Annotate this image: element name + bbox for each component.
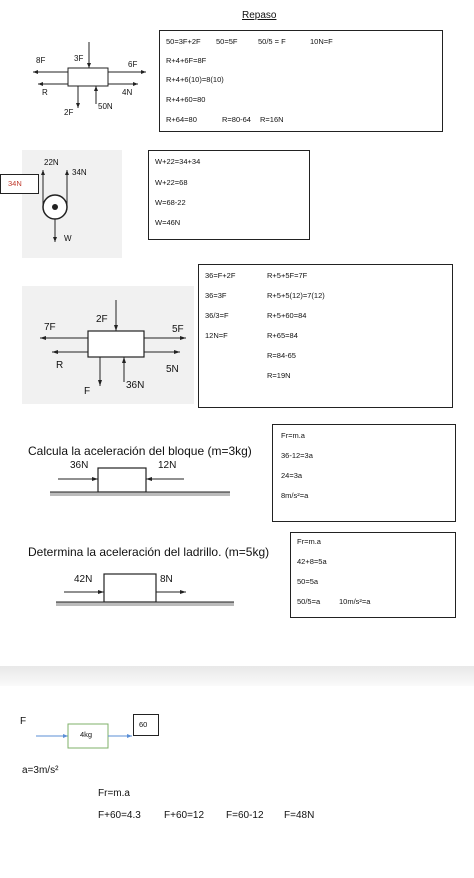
work-line: 50/5 = F: [258, 37, 286, 46]
figure-1: [28, 40, 158, 120]
label-3f: 3F: [74, 54, 84, 63]
figure-q3: [20, 710, 200, 754]
work-line: R+4+6F=8F: [166, 56, 207, 65]
answer-34n: 34N: [8, 179, 22, 188]
work-line: R+5+60=84: [267, 311, 307, 320]
label-22n: 22N: [44, 158, 59, 167]
label-w: W: [64, 234, 72, 243]
work-box-q1: [272, 424, 456, 522]
question-2-text: Determina la aceleración del ladrillo. (m=5kg): [28, 545, 270, 559]
label-4n: 4N: [122, 88, 133, 97]
work-box-1: [159, 30, 443, 132]
label-5n: 5N: [166, 364, 179, 375]
work-line: R+4+60=80: [166, 95, 206, 104]
label-r: R: [56, 360, 64, 371]
label-42n: 42N: [74, 574, 93, 585]
work-line: 36-12=3a: [281, 451, 313, 460]
force-diagram-3: [22, 286, 194, 404]
box-60: [133, 714, 159, 736]
work-line: 10m/s²=a: [339, 597, 371, 606]
work-line: 24=3a: [281, 471, 303, 480]
label-5f: 5F: [172, 324, 184, 335]
work-line: R=84-65: [267, 351, 296, 360]
step-text: F+60=12: [164, 810, 205, 821]
label-f: F: [20, 716, 27, 727]
work-line: Fr=m.a: [281, 431, 305, 440]
work-line: 36=3F: [205, 291, 227, 300]
figure-q2: [56, 570, 246, 614]
label-36n: 36N: [70, 460, 89, 471]
label-2f: 2F: [96, 314, 108, 325]
label-60: 60: [139, 720, 148, 729]
answer-box-34n: [0, 174, 39, 194]
work-line: R+5+5F=7F: [267, 271, 308, 280]
work-line: W+22=34+34: [155, 157, 201, 166]
label-f: F: [84, 386, 91, 397]
work-box-3: [198, 264, 453, 408]
work-line: R+5+5(12)=7(12): [267, 291, 325, 300]
force-diagram-1: [28, 40, 158, 120]
label-34n: 34N: [72, 168, 87, 177]
work-line: 8m/s²=a: [281, 491, 309, 500]
page-separator: [0, 666, 474, 686]
work-box-2: [148, 150, 310, 240]
label-2f: 2F: [64, 108, 74, 117]
step-text: F=48N: [284, 810, 315, 821]
question-1-text: Calcula la aceleración del bloque (m=3kg): [28, 444, 252, 458]
work-line: 50=3F+2F: [166, 37, 201, 46]
label-8f: 8F: [36, 56, 46, 65]
block-diagram-3: [20, 710, 200, 754]
label-r: R: [42, 88, 48, 97]
label-12n: 12N: [158, 460, 177, 471]
work-line: 50=5F: [216, 37, 238, 46]
work-line: R=16N: [260, 115, 284, 124]
work-line: R=19N: [267, 371, 291, 380]
work-line: 10N=F: [310, 37, 333, 46]
formula-text: Fr=m.a: [98, 788, 130, 799]
work-line: W+22=68: [155, 178, 188, 187]
acceleration-text: a=3m/s²: [22, 765, 59, 776]
work-line: W=46N: [155, 218, 181, 227]
work-line: R+65=84: [267, 331, 298, 340]
work-line: 36/3=F: [205, 311, 229, 320]
work-line: Fr=m.a: [297, 537, 321, 546]
work-line: 12N=F: [205, 331, 228, 340]
label-36n: 36N: [126, 380, 145, 391]
work-box-q2: [290, 532, 456, 618]
page-title: Repaso: [242, 10, 277, 21]
label-8n: 8N: [160, 574, 173, 585]
work-line: 50=5a: [297, 577, 319, 586]
step-text: F+60=4.3: [98, 810, 141, 821]
work-line: W=68-22: [155, 198, 186, 207]
label-6f: 6F: [128, 60, 138, 69]
label-7f: 7F: [44, 322, 56, 333]
work-line: R+4+6(10)=8(10): [166, 75, 224, 84]
figure-q1: [50, 460, 240, 500]
figure-2: [22, 150, 122, 258]
pulley-diagram: [22, 150, 122, 258]
work-line: 50/5=a: [297, 597, 321, 606]
step-text: F=60-12: [226, 810, 264, 821]
work-line: R+64=80: [166, 115, 197, 124]
label-50n: 50N: [98, 102, 113, 111]
work-line: R=80-64: [222, 115, 251, 124]
label-4kg: 4kg: [80, 730, 93, 739]
figure-3: [22, 286, 194, 404]
work-line: 42+8=5a: [297, 557, 327, 566]
work-line: 36=F+2F: [205, 271, 236, 280]
